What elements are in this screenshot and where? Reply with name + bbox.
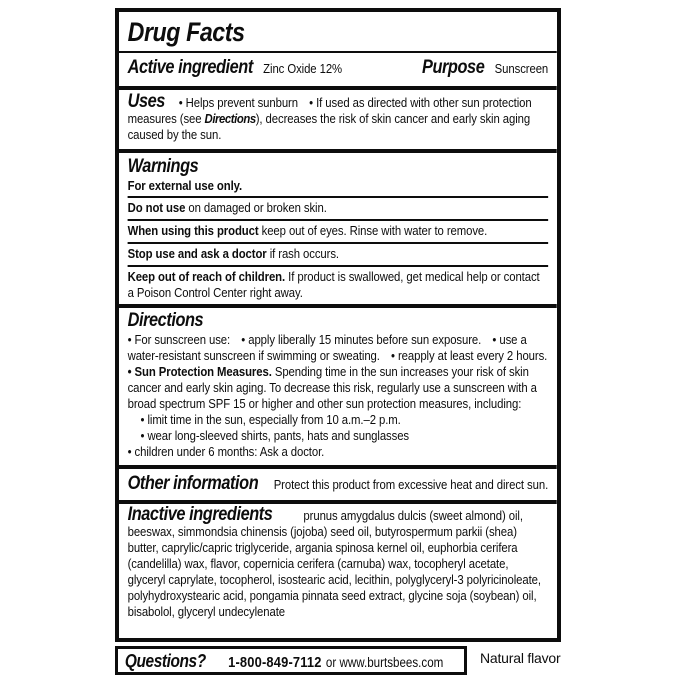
active-ingredient-row: [119, 53, 557, 86]
warning-rest-text: If product is swallowed, get medical help or contact a Poison Control Center right away.: [127, 269, 540, 300]
directions-bullet: • apply liberally 15 minutes before sun exposure.: [241, 332, 482, 347]
active-ingredient-group: [128, 57, 342, 79]
warnings-header: [119, 153, 557, 196]
directions-bullet: • For sunscreen use:: [127, 332, 231, 347]
uses-heading: Uses: [127, 91, 165, 112]
directions-last-bullet: • children under 6 months: Ask a doctor.: [127, 444, 325, 459]
inactive-ingredients-heading: Inactive ingredients: [127, 504, 273, 525]
directions-sub-bullet: • wear long-sleeved shirts, pants, hats and sunglasses: [140, 428, 410, 443]
directions-heading: Directions: [127, 310, 204, 331]
warning-bold-text: Stop use and ask a doctor: [127, 246, 267, 261]
sun-protection-bold: • Sun Protection Measures.: [127, 364, 272, 379]
questions-phone: 1-800-849-7112: [228, 654, 322, 671]
warning-bold-text: When using this product: [127, 223, 259, 238]
active-ingredient-value: Zinc Oxide 12%: [263, 61, 343, 76]
warning-row-when-using: [128, 219, 549, 242]
sun-protection-paragraph: [128, 364, 549, 412]
natural-flavor-note: Natural flavor: [480, 650, 561, 666]
title-section: [119, 12, 557, 51]
uses-bullet-2-text: • If used as directed with other sun protection measures (see: [127, 95, 532, 126]
warning-row-keep-out-of-reach: [128, 265, 549, 304]
other-information-heading: Other information: [127, 473, 259, 494]
questions-website: or www.burtsbees.com: [325, 655, 444, 670]
warning-row-do-not-use: [128, 196, 549, 219]
warning-rest-text: if rash occurs.: [266, 246, 339, 261]
purpose-heading: Purpose: [421, 57, 485, 78]
warning-bold-text: Keep out of reach of children.: [127, 269, 286, 284]
directions-bullet: • reapply at least every 2 hours.: [391, 348, 548, 363]
directions-usage-line: [128, 332, 549, 364]
directions-section: [119, 308, 557, 465]
active-ingredient-heading: Active ingredient: [127, 57, 253, 78]
warnings-section: [119, 153, 557, 304]
external-use-line: For external use only.: [127, 178, 243, 193]
directions-sub-bullet: • limit time in the sun, especially from 10 a.m.–2 p.m.: [140, 412, 401, 427]
warning-row-stop-use: [128, 242, 549, 265]
other-information-text: Protect this product from excessive heat and direct sun.: [273, 477, 549, 492]
uses-bullet-2-tail: ), decreases the risk of skin cancer and early skin aging caused by the sun.: [127, 111, 531, 142]
inactive-ingredients-text: prunus amygdalus dulcis (sweet almond) oil, beeswax, simmondsia chinensis (jojoba) seed oil, butyrospermum parkii (shea) butter, caprylic/capric triglyceride, argania spinosa kernel oil, euphorbia cerifera (candelilla) wax, flavor, copernicia cerifera (carnuba) wax, tocopheryl acetate, glyceryl caprylate, tocopherol, isostearic acid, lecithin, polyglyceryl-3 polyricinoleate, polyhydroxystearic acid, pongamia pinnata seed extract, glycine soja (soybean) oil, bisabolol, glyceryl undecylenate: [127, 508, 541, 619]
sun-protection-rest: Spending time in the sun increases your risk of skin cancer and early skin aging. To decrease this risk, regularly use a sunscreen with a broad spectrum SPF 15 or higher and other sun protection measures, including:: [127, 364, 537, 411]
warnings-rows: [119, 196, 557, 304]
questions-box: [115, 646, 467, 675]
other-information-section: [119, 469, 557, 500]
uses-directions-ref: Directions: [204, 111, 256, 126]
drug-facts-title: Drug Facts: [127, 17, 245, 47]
inactive-ingredients-section: [119, 504, 557, 625]
questions-heading: Questions?: [124, 651, 206, 671]
purpose-value: Sunscreen: [494, 61, 549, 76]
uses-bullet-1: • Helps prevent sunburn: [178, 95, 298, 110]
purpose-group: [422, 57, 548, 79]
drug-facts-panel: [115, 8, 561, 642]
warning-rest-text: keep out of eyes. Rinse with water to remove.: [258, 223, 488, 238]
warnings-heading: Warnings: [127, 156, 199, 177]
uses-section: [119, 90, 557, 149]
directions-bullet: • use a water-resistant sunscreen if swimming or sweating.: [127, 332, 527, 363]
warning-rest-text: on damaged or broken skin.: [185, 200, 327, 215]
warning-bold-text: Do not use: [127, 200, 186, 215]
